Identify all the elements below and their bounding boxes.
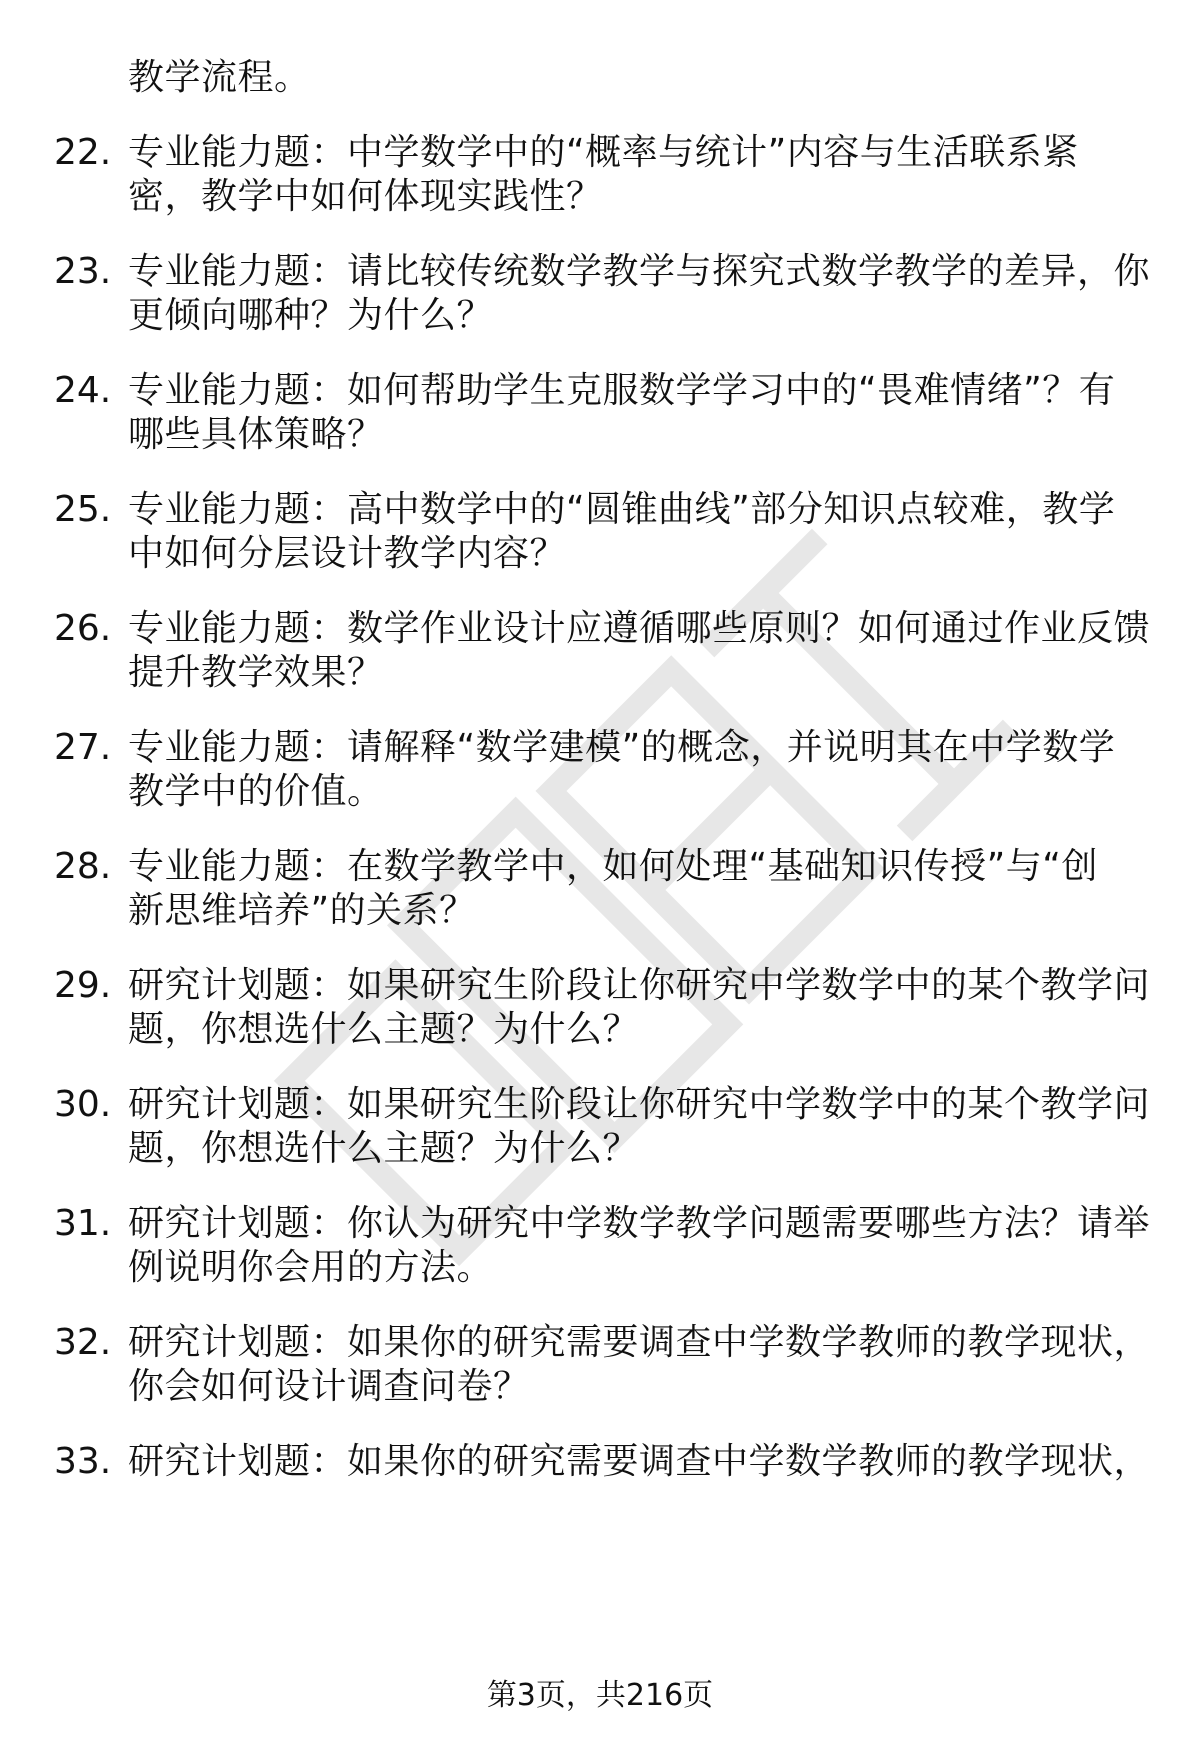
item-number: 22. bbox=[54, 132, 112, 173]
item-text-line: 你会如何设计调查问卷？ bbox=[128, 1366, 530, 1407]
item-text-line: 研究计划题：如果研究生阶段让你研究中学数学中的某个教学问 bbox=[128, 1084, 1151, 1125]
item-number: 23. bbox=[54, 251, 112, 292]
item-text-line: 哪些具体策略？ bbox=[128, 414, 384, 455]
item-number: 24. bbox=[54, 370, 112, 411]
item-text-line: 研究计划题：如果你的研究需要调查中学数学教师的教学现状， bbox=[128, 1441, 1151, 1482]
page-footer: 第3页，共216页 bbox=[486, 1678, 714, 1713]
item-number: 33. bbox=[54, 1441, 112, 1482]
item-number: 25. bbox=[54, 489, 112, 530]
item-number: 31. bbox=[54, 1203, 112, 1244]
item-number: 27. bbox=[54, 727, 112, 768]
item-text-line: 提升教学效果？ bbox=[128, 652, 384, 693]
item-text-line: 教学中的价值。 bbox=[128, 771, 384, 812]
item-text-line: 专业能力题：请比较传统数学教学与探究式数学教学的差异，你 bbox=[128, 251, 1151, 292]
item-text-line: 题，你想选什么主题？为什么？ bbox=[128, 1009, 640, 1050]
item-text-line: 例说明你会用的方法。 bbox=[128, 1247, 494, 1288]
item-text-line: 专业能力题：数学作业设计应遵循哪些原则？如何通过作业反馈 bbox=[128, 608, 1151, 649]
item-text-line: 新思维培养”的关系？ bbox=[128, 890, 476, 931]
item-number: 29. bbox=[54, 965, 112, 1006]
item-text-line: 研究计划题：如果你的研究需要调查中学数学教师的教学现状， bbox=[128, 1322, 1151, 1363]
item-text-line: 题，你想选什么主题？为什么？ bbox=[128, 1128, 640, 1169]
item-number: 26. bbox=[54, 608, 112, 649]
item-text-line: 专业能力题：中学数学中的“概率与统计”内容与生活联系紧 bbox=[128, 132, 1079, 173]
item-text-line: 中如何分层设计教学内容？ bbox=[128, 533, 567, 574]
item-text-line: 更倾向哪种？为什么？ bbox=[128, 295, 494, 336]
item-text-line: 专业能力题：请解释“数学建模”的概念，并说明其在中学数学 bbox=[128, 727, 1116, 768]
item-text-line: 研究计划题：你认为研究中学数学教学问题需要哪些方法？请举 bbox=[128, 1203, 1151, 1244]
item-text-line: 密，教学中如何体现实践性？ bbox=[128, 176, 603, 217]
item-text-line: 专业能力题：如何帮助学生克服数学学习中的“畏难情绪”？有 bbox=[128, 370, 1116, 411]
item-text-line: 专业能力题：高中数学中的“圆锥曲线”部分知识点较难，教学 bbox=[128, 489, 1116, 530]
item-text-line: 研究计划题：如果研究生阶段让你研究中学数学中的某个教学问 bbox=[128, 965, 1151, 1006]
continuation-text: 教学流程。 bbox=[128, 57, 311, 98]
item-number: 32. bbox=[54, 1322, 112, 1363]
item-number: 30. bbox=[54, 1084, 112, 1125]
item-text-line: 专业能力题：在数学教学中，如何处理“基础知识传授”与“创 bbox=[128, 846, 1098, 887]
item-number: 28. bbox=[54, 846, 112, 887]
